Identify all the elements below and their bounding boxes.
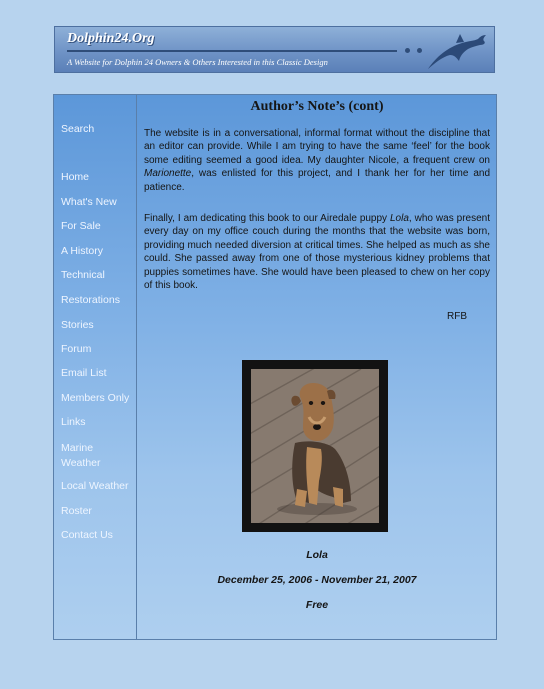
dolphin-logo-icon xyxy=(426,29,488,71)
sidebar-nav xyxy=(54,95,137,639)
photo-caption-dates: December 25, 2006 - November 21, 2007 xyxy=(217,574,417,586)
sidebar-item-history[interactable]: A History xyxy=(61,245,104,257)
sidebar-item-email-list[interactable]: Email List xyxy=(61,367,107,379)
site-title: Dolphin24.Org xyxy=(67,31,155,46)
page-title: Author’s Note’s (cont) xyxy=(250,99,384,114)
boat-name: Marionette xyxy=(144,168,192,180)
photo-caption-free: Free xyxy=(305,599,329,611)
site-banner[interactable] xyxy=(54,26,495,73)
airedale-puppy-photo-icon xyxy=(251,369,379,523)
sidebar-item-members-only[interactable]: Members Only xyxy=(61,392,130,404)
author-signature: RFB xyxy=(447,311,467,322)
dog-name: Lola xyxy=(390,213,409,224)
sidebar-item-local-weather[interactable]: Local Weather xyxy=(61,480,129,492)
banner-dot-icon xyxy=(405,48,410,53)
sidebar-item-marine-weather[interactable]: Marine Weather xyxy=(61,442,101,469)
main-content xyxy=(138,95,496,639)
sidebar-item-restorations[interactable]: Restorations xyxy=(61,294,120,306)
sidebar-item-contact-us[interactable]: Contact Us xyxy=(61,529,113,541)
sidebar-item-home[interactable]: Home xyxy=(61,171,90,183)
paragraph-editing: The website is in a conversational, informal format without the discipline that an editor can provide. While I am trying to have the same ‘feel’ for the book some editing seemed a good idea. My daughter Nicole, a frequent crew on Marionette, was enlisted for this project, and I thank her for her time and patience. xyxy=(144,128,490,193)
paragraph-dedication: Finally, I am dedicating this book to our Airedale puppy Lola, who was present every day on my office couch during the months that the website was born, providing much needed diversion at critical times. She helped as much as she could. She passed away from one of those mysterious kidney problems that puppies sometimes have. She would have been pleased to chew on her copy of this book. xyxy=(144,213,490,292)
dog-photo-frame xyxy=(242,360,388,532)
banner-dot-icon xyxy=(417,48,422,53)
sidebar-item-roster[interactable]: Roster xyxy=(61,505,92,517)
sidebar-item-whats-new[interactable]: What's New xyxy=(61,196,117,208)
photo-caption-name: Lola xyxy=(306,549,328,561)
page-frame xyxy=(53,94,497,640)
site-tagline: A Website for Dolphin 24 Owners & Others Interested in this Classic Design xyxy=(67,57,328,67)
sidebar-item-technical[interactable]: Technical xyxy=(61,269,105,281)
sidebar-item-stories[interactable]: Stories xyxy=(61,319,94,331)
search-link[interactable]: Search xyxy=(61,123,95,135)
sidebar-item-for-sale[interactable]: For Sale xyxy=(61,220,101,232)
banner-divider xyxy=(67,50,397,52)
sidebar-item-forum[interactable]: Forum xyxy=(61,343,92,355)
sidebar-item-links[interactable]: Links xyxy=(61,416,86,428)
